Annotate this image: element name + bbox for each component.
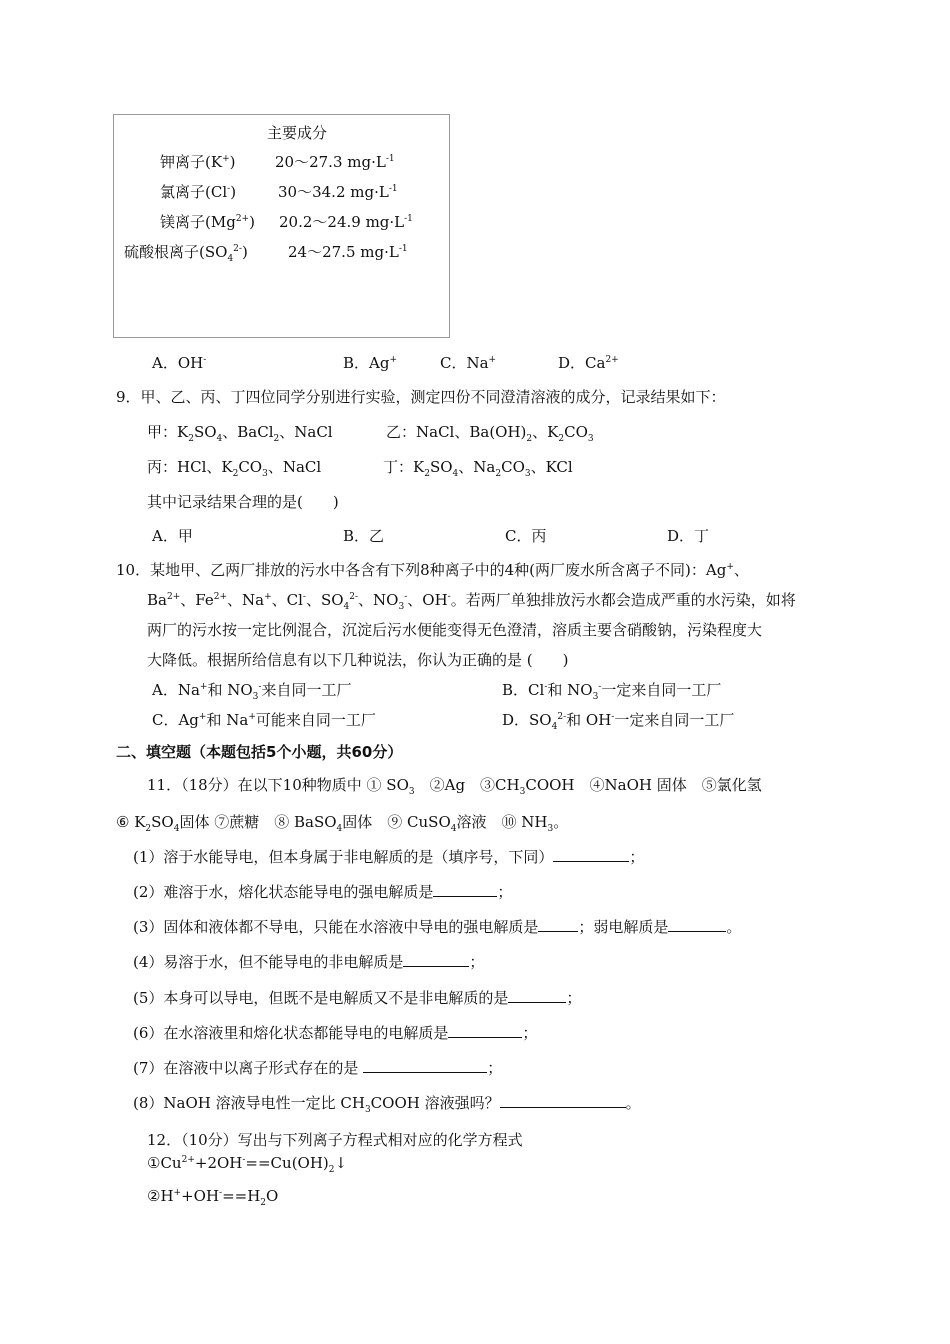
q10-option-d: D．$SO_4^{2-}$和 OH-一定来自同一工厂 (502, 711, 735, 732)
q9-option-d: D．丁 (667, 527, 710, 545)
answer-blank[interactable] (553, 847, 629, 862)
q11-stem: 11．（18分）在以下10种物质中 ① $SO_3$ ②Ag $③CH_3COOH$ ④NaOH 固体 ⑤氯化氢 (147, 776, 762, 797)
answer-blank[interactable] (433, 882, 497, 897)
q9-option-a: A．甲 (152, 527, 193, 545)
q12-equation-2: $②H^++OH^-==H_2O$ (147, 1187, 279, 1208)
q11-stem-cont: ⑥ $K_2SO_4$固体 ⑦蔗糖 ⑧ BaSO$_4$固体 ⑨ CuSO$_4$溶液 ⑩ $NH_3$。 (116, 813, 569, 834)
q8-option-c: C．Na+ (440, 354, 497, 372)
q10-line-4: 大降低。根据所给信息有以下几种说法，你认为正确的是 ( ) (147, 651, 569, 669)
ion-content-table (113, 114, 450, 338)
answer-blank[interactable] (508, 988, 566, 1003)
answer-blank[interactable] (363, 1058, 487, 1073)
answer-blank[interactable] (668, 917, 726, 932)
q9-record-jia: 甲：$K_2SO_4$、BaCl$_2$、NaCl (147, 423, 333, 444)
q11-sub-6: (6）在水溶液里和熔化状态都能导电的电解质是 ； (133, 1024, 538, 1042)
table-row-range: 30～34.2 $mg\cdot L^{-1}$ (278, 183, 398, 201)
q11-sub-8: (8）NaOH 溶液导电性一定比 $CH_3COOH$ 溶液强吗？ 。 (133, 1094, 641, 1115)
table-title: 主要成分 (267, 124, 328, 142)
q11-sub-2: (2）难溶于水，熔化状态能导电的强电解质是 ； (133, 883, 513, 901)
q11-sub-7: (7）在溶液中以离子形式存在的是 ； (133, 1059, 503, 1077)
q11-sub-3: (3）固体和液体都不导电，只能在水溶液中导电的强电解质是 ；弱电解质是 。 (133, 918, 742, 936)
table-row-range: 20.2～24.9 $mg\cdot L^{-1}$ (279, 213, 413, 231)
table-row-range: 20～27.3 $mg\cdot L^{-1}$ (275, 153, 395, 171)
answer-blank[interactable] (448, 1023, 522, 1038)
q9-record-yi: 乙：NaCl、$Ba(OH)_2$、$K_2CO_3$ (386, 423, 594, 444)
q10-line-3: 两厂的污水按一定比例混合，沉淀后污水便能变得无色澄清，溶质主要含硝酸钠，污染程度大 (147, 621, 763, 639)
q9-stem: 9．甲、乙、丙、丁四位同学分别进行实验，测定四份不同澄清溶液的成分，记录结果如下： (116, 388, 726, 406)
q10-option-b: B．Cl-和 $NO_3^-$一定来自同一工厂 (502, 681, 722, 702)
q11-sub-5: (5）本身可以导电，但既不是电解质又不是非电解质的是 ； (133, 989, 582, 1007)
table-row-ion: 氯离子(Cl-) (160, 183, 237, 201)
table-row-range: 24～27.5 $mg\cdot L^{-1}$ (288, 243, 408, 261)
q11-sub-1: (1）溶于水能导电，但本身属于非电解质的是（填序号，下同） ； (133, 848, 645, 866)
q9-option-b: B．乙 (343, 527, 385, 545)
q8-option-d: D．$Ca^{2+}$ (558, 354, 619, 372)
q10-line-1: 10．某地甲、乙两厂排放的污水中各含有下列8种离子中的4种(两厂废水所含离子不同)：Ag+、 (116, 561, 749, 579)
q8-option-b: B．Ag+ (343, 354, 398, 372)
section-heading: 二、填空题（本题包括5个小题，共60分） (116, 743, 403, 761)
q10-option-a: A．Na+和 $NO_3^-$来自同一工厂 (152, 681, 352, 702)
q8-option-a: A．OH- (152, 354, 207, 372)
table-row-ion: 硫酸根离子$(SO_4^{2-})$ (124, 243, 248, 264)
q10-option-c: C．Ag+和 Na+可能来自同一工厂 (152, 711, 376, 729)
answer-blank[interactable] (500, 1093, 626, 1108)
q9-record-bing: 丙：HCl、$K_2CO_3$、NaCl (147, 458, 322, 479)
q9-record-ding: 丁：$K_2SO_4$、$Na_2CO_3$、KCl (383, 458, 573, 479)
table-row-ion: 镁离子$(Mg^{2+})$ (160, 213, 255, 231)
q9-question: 其中记录结果合理的是( ) (147, 493, 339, 511)
q11-sub-4: (4）易溶于水，但不能导电的非电解质是 ； (133, 953, 485, 971)
answer-blank[interactable] (403, 952, 469, 967)
answer-blank[interactable] (538, 917, 578, 932)
q12-stem: 12．（10分）写出与下列离子方程式相对应的化学方程式 (147, 1131, 523, 1149)
q9-option-c: C．丙 (505, 527, 547, 545)
q12-equation-1: $①Cu^{2+}+2OH^-==Cu(OH)_2↓$ (147, 1154, 348, 1175)
q10-line-2: $Ba^{2+}$、$Fe^{2+}$、Na+、Cl-、$SO_4^{2-}$、$NO_3^-$、OH-。若两厂单独排放污水都会造成严重的水污染，如将 (147, 591, 796, 612)
table-row-ion: 钾离子(K+) (160, 153, 236, 171)
